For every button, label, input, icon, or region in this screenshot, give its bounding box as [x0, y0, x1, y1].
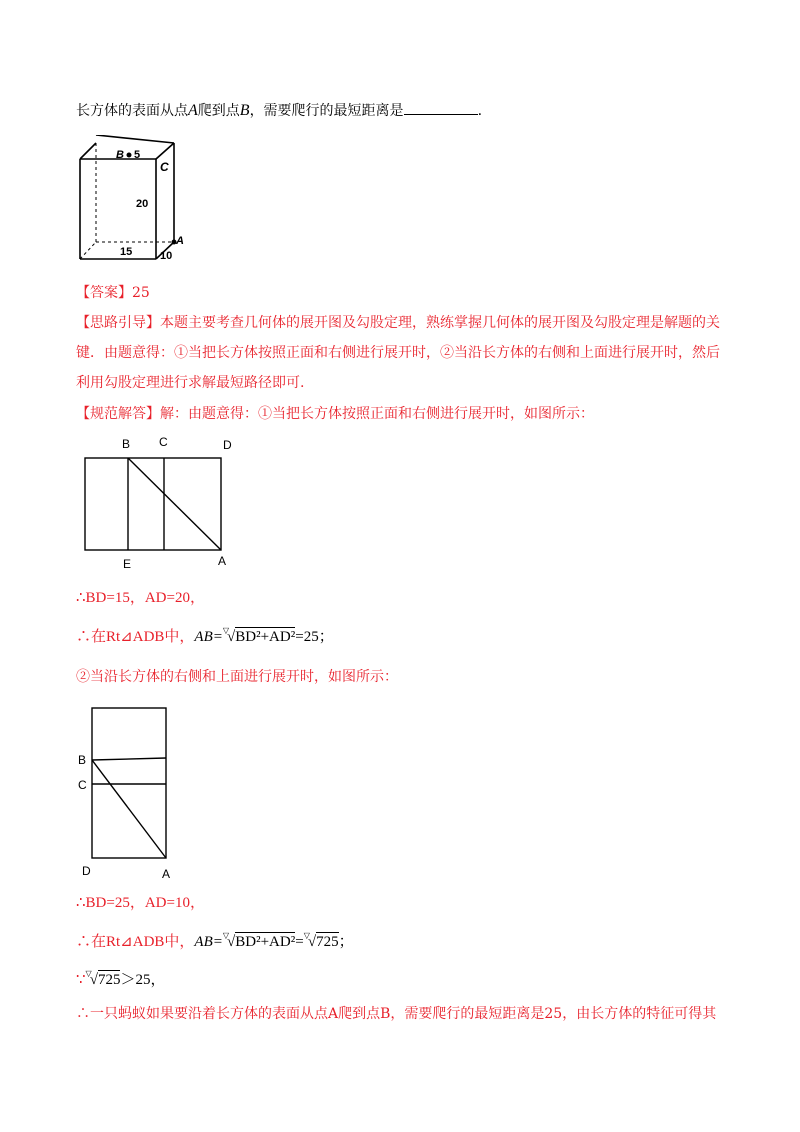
- fig1-label-15: 15: [120, 246, 133, 258]
- fig3-label-a: A: [162, 867, 171, 881]
- step-5: [76, 970, 165, 992]
- case-2-intro: ②当沿长方体的右侧和上面进行展开时，如图所示：: [76, 669, 398, 685]
- answer-tag: 【答案】: [76, 285, 132, 301]
- fig1-label-a: A: [176, 235, 184, 247]
- answer-blank: [404, 100, 478, 115]
- cuboid-figure: [76, 135, 191, 265]
- question-text-c: ，需要爬行的最短距离是: [249, 103, 404, 119]
- step-4-eq: =: [295, 934, 304, 950]
- fig1-label-b: B: [116, 149, 124, 161]
- answer-value: 25: [132, 285, 150, 301]
- fig2-label-c: C: [159, 435, 168, 449]
- solution-intro-line: [76, 404, 594, 424]
- step-4-end: ；: [338, 934, 354, 950]
- unfold-figure-2: [76, 700, 186, 882]
- question-text-a: 长方体的表面从点: [76, 103, 188, 119]
- step-1: ∴BD=15，AD=20，: [76, 590, 205, 606]
- fig3-label-c: C: [78, 778, 87, 792]
- answer-line: [76, 283, 150, 303]
- step-2-prefix: ∴在Rt⊿ADB中，: [76, 629, 195, 645]
- step-5-compare: ＞25，: [120, 972, 166, 988]
- fig3-label-b: B: [78, 753, 87, 767]
- guide-line-3: 利用勾股定理进行求解最短路径即可.: [76, 375, 305, 391]
- step-4-value: 725: [316, 934, 339, 950]
- sqrt-symbol: ▽√BD²+AD²: [222, 626, 296, 645]
- because-symbol: ∵: [76, 972, 86, 988]
- sqrt-symbol: ▽√725: [303, 931, 339, 950]
- step-5-value: 725: [97, 972, 121, 988]
- guide-tag: 【思路引导】: [76, 315, 160, 331]
- fig2-label-a: A: [218, 554, 227, 568]
- sqrt-symbol: ▽√725: [85, 969, 121, 988]
- fig2-label-b: B: [122, 437, 131, 451]
- solution-intro: 解：由题意得：①当把长方体按照正面和右侧进行展开时，如图所示：: [160, 406, 594, 422]
- step-2-result: =25；: [295, 629, 334, 645]
- solution-tag: 【规范解答】: [76, 406, 160, 422]
- fig2-label-e: E: [123, 557, 132, 571]
- step-4-radicand: BD²+AD²: [235, 934, 296, 950]
- conclusion-line: ∴一只蚂蚁如果要沿着长方体的表面从点A爬到点B，需要爬行的最短距离是25，由长方体的特征可得其: [76, 1006, 717, 1022]
- step-4: [76, 932, 354, 954]
- guide-text-1: 本题主要考查几何体的展开图及勾股定理，熟练掌握几何体的展开图及勾股定理是解题的关: [160, 315, 720, 331]
- fig1-label-c: C: [160, 160, 169, 174]
- sqrt-symbol: ▽√BD²+AD²: [222, 931, 296, 950]
- point-b-dot: [127, 153, 132, 158]
- step-2: [76, 627, 334, 649]
- fig2-label-d: D: [223, 438, 232, 452]
- guide-line-2: 键．由题意得：①当把长方体按照正面和右侧进行展开时，②当沿长方体的右侧和上面进行展开时，然后: [76, 345, 720, 361]
- step-4-prefix: ∴在Rt⊿ADB中，: [76, 934, 195, 950]
- guide-line-1: [76, 313, 720, 333]
- fig1-label-5: 5: [134, 149, 141, 161]
- step-2-radicand: BD²+AD²: [235, 629, 296, 645]
- question-text-b: 爬到点: [197, 103, 240, 119]
- unfold-figure-1: [76, 432, 246, 574]
- question-line: [76, 100, 482, 121]
- step-3: ∴BD=25，AD=10，: [76, 895, 205, 911]
- step-2-ab: AB=: [194, 629, 223, 645]
- fig1-label-10: 10: [160, 250, 173, 262]
- step-4-ab: AB=: [194, 934, 223, 950]
- fig1-label-20: 20: [136, 198, 149, 210]
- point-a-label: A: [188, 102, 198, 119]
- point-b-label: B: [239, 102, 250, 119]
- question-end: .: [477, 103, 483, 119]
- fig3-label-d: D: [82, 864, 91, 878]
